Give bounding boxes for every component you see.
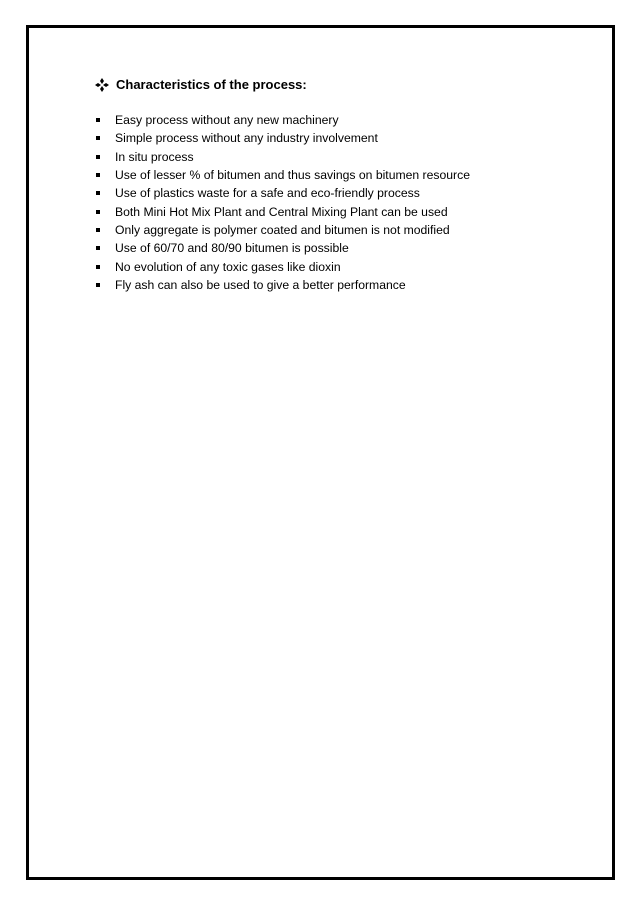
list-item-text: No evolution of any toxic gases like dioxin: [115, 259, 341, 274]
square-bullet-icon: [96, 246, 100, 250]
square-bullet-icon: [96, 210, 100, 214]
square-bullet-icon: [96, 191, 100, 195]
list-item-text: Easy process without any new machinery: [115, 113, 339, 128]
square-bullet-icon: [96, 118, 100, 122]
square-bullet-icon: [96, 283, 100, 287]
square-bullet-icon: [96, 155, 100, 159]
list-item: [95, 148, 470, 166]
list-item-text: Both Mini Hot Mix Plant and Central Mixing Plant can be used: [115, 204, 448, 219]
list-item: [95, 257, 470, 275]
square-bullet-icon: [96, 173, 100, 177]
section-heading: [95, 77, 307, 92]
diamond-bullet-icon: [95, 78, 109, 92]
list-item: [95, 202, 470, 220]
list-item-text: Use of plastics waste for a safe and eco-friendly process: [115, 186, 420, 201]
list-item: [95, 166, 470, 184]
list-item-text: Only aggregate is polymer coated and bitumen is not modified: [115, 222, 450, 237]
square-bullet-icon: [96, 228, 100, 232]
square-bullet-icon: [96, 265, 100, 269]
list-item: [95, 184, 470, 202]
list-item-text: Use of lesser % of bitumen and thus savings on bitumen resource: [115, 168, 470, 183]
list-item: [95, 221, 470, 239]
list-item: [95, 239, 470, 257]
list-item: [95, 129, 470, 147]
characteristics-list: [95, 111, 470, 294]
list-item: [95, 276, 470, 294]
list-item-text: Simple process without any industry involvement: [115, 131, 378, 146]
list-item-text: Use of 60/70 and 80/90 bitumen is possible: [115, 241, 349, 256]
square-bullet-icon: [96, 136, 100, 140]
list-item-text: Fly ash can also be used to give a better performance: [115, 277, 406, 292]
section-heading-text: Characteristics of the process:: [116, 77, 307, 92]
list-item: [95, 111, 470, 129]
list-item-text: In situ process: [115, 149, 194, 164]
